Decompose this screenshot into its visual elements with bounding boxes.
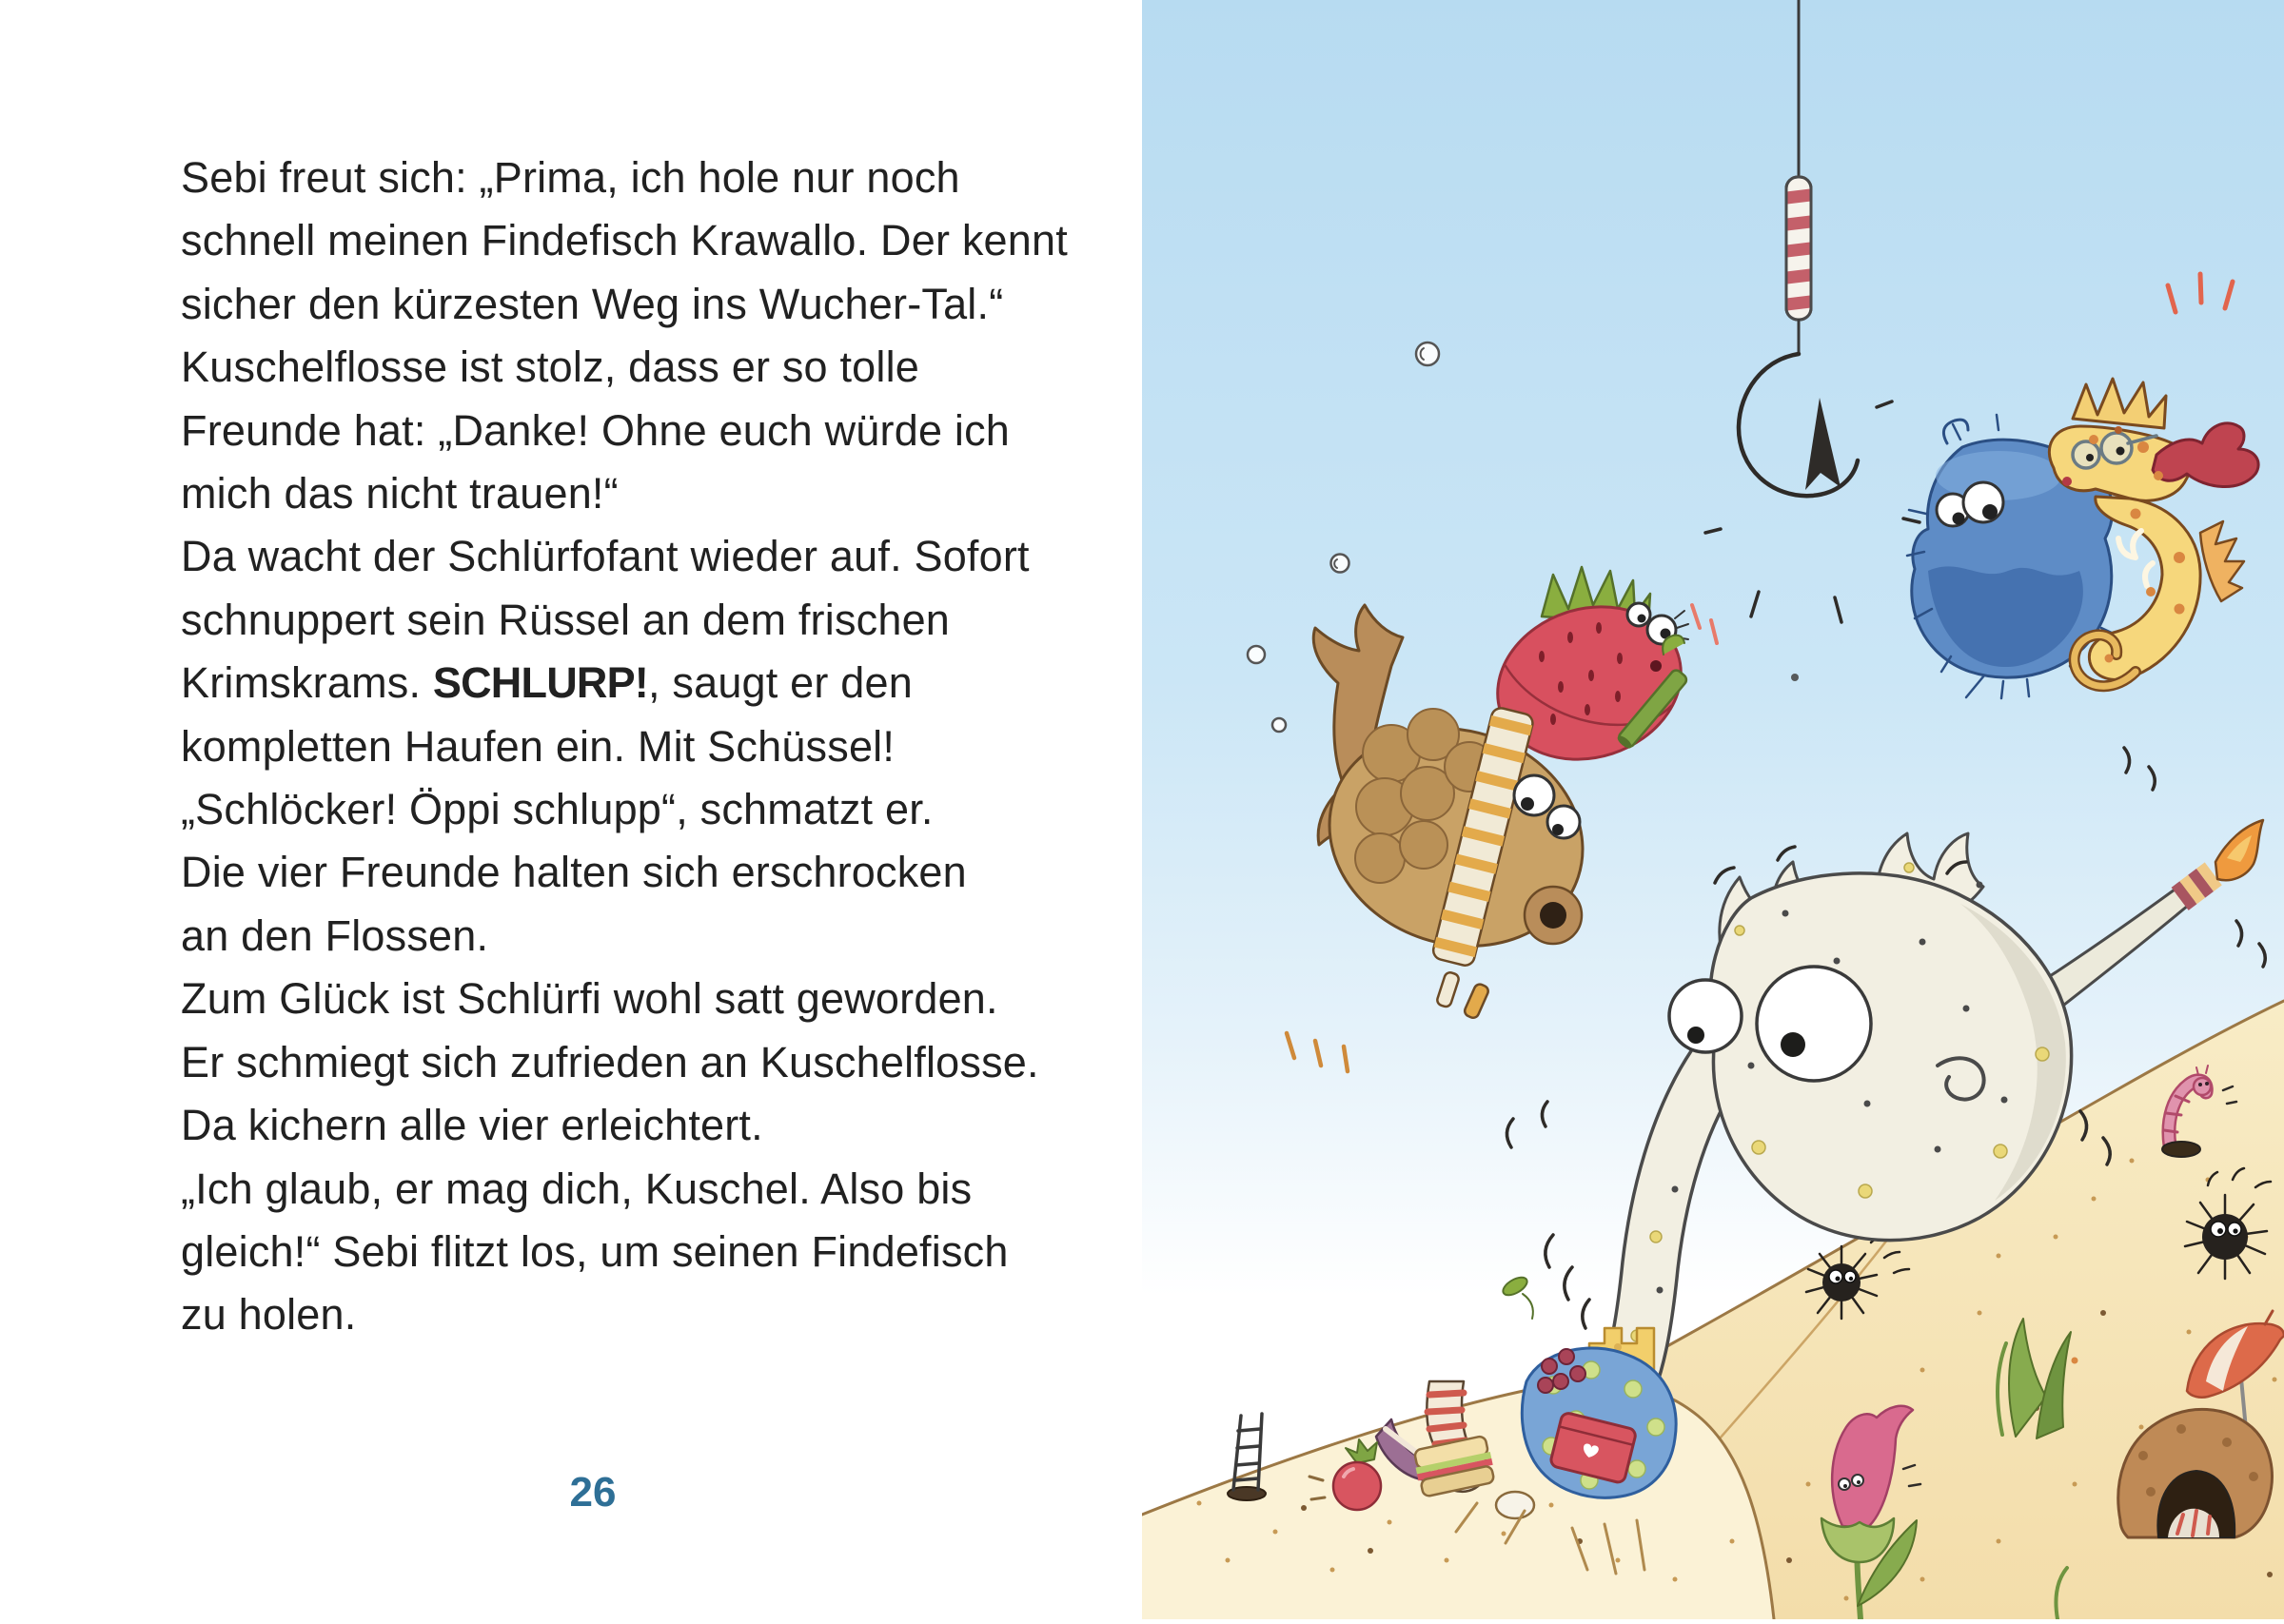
story-line — [181, 841, 1018, 904]
story-line — [181, 462, 1018, 525]
story-line — [181, 1094, 1018, 1157]
text-page — [0, 0, 1142, 1619]
story-segment: Krimskrams. — [181, 658, 433, 708]
story-line — [181, 589, 1018, 652]
story-line — [181, 652, 1018, 714]
fish-eye — [1963, 482, 2003, 522]
story-line — [181, 715, 1018, 778]
underwater-illustration — [1142, 0, 2284, 1619]
story-segment: schnell meinen Findefisch Krawallo. Der kennt — [181, 216, 1068, 265]
story-segment: zu holen. — [181, 1290, 357, 1340]
story-segment: Da kichern alle vier erleichtert. — [181, 1101, 763, 1150]
story-segment: Die vier Freunde halten sich erschrocken — [181, 848, 967, 897]
story-line — [181, 400, 1018, 462]
story-line — [181, 1283, 1018, 1346]
story-line — [181, 968, 1018, 1030]
story-segment: kompletten Haufen ein. Mit Schüssel! — [181, 721, 896, 771]
story-segment: sicher den kürzesten Weg ins Wucher-Tal.“ — [181, 279, 1004, 328]
story-segment: mich das nicht trauen!“ — [181, 469, 619, 519]
story-line — [181, 905, 1018, 968]
story-segment: Sebi freut sich: „Prima, ich hole nur noch — [181, 153, 960, 202]
egg — [1496, 1492, 1534, 1518]
story-text — [181, 147, 1068, 1347]
story-segment: Freunde hat: „Danke! Ohne euch würde ich — [181, 405, 1010, 455]
story-segment: schnuppert sein Rüssel an dem frischen — [181, 595, 951, 644]
story-line — [181, 525, 1030, 588]
story-segment: gleich!“ Sebi flitzt los, um seinen Findefisch — [181, 1226, 1009, 1276]
big-eye — [1757, 967, 1871, 1081]
story-segment: , saugt er den — [647, 658, 913, 708]
story-line — [181, 209, 1068, 272]
story-line — [181, 1158, 1018, 1221]
story-segment: „Schlöcker! Öppi schlupp“, schmatzt er. — [181, 785, 934, 834]
story-segment: an den Flossen. — [181, 910, 489, 960]
story-segment: Da wacht der Schlürfofant wieder auf. Sofort — [181, 532, 1030, 581]
story-line — [181, 147, 1018, 209]
story-line — [181, 1031, 1039, 1094]
page-number: 26 — [569, 1469, 617, 1516]
illustration-page — [1142, 0, 2284, 1619]
story-line — [181, 273, 1018, 336]
story-line — [181, 1221, 1018, 1283]
story-segment: „Ich glaub, er mag dich, Kuschel. Also bis — [181, 1164, 973, 1213]
small-eye — [1669, 980, 1742, 1052]
bold-sound-word: SCHLURP! — [432, 658, 648, 708]
fishing-float — [1781, 177, 1816, 320]
story-segment: Zum Glück ist Schlürfi wohl satt geworden. — [181, 974, 998, 1024]
story-segment: Er schmiegt sich zufrieden an Kuschelflosse. — [181, 1037, 1039, 1086]
story-line — [181, 336, 1018, 399]
story-line — [181, 778, 1018, 841]
story-segment: Kuschelflosse ist stolz, dass er so tolle — [181, 342, 920, 392]
